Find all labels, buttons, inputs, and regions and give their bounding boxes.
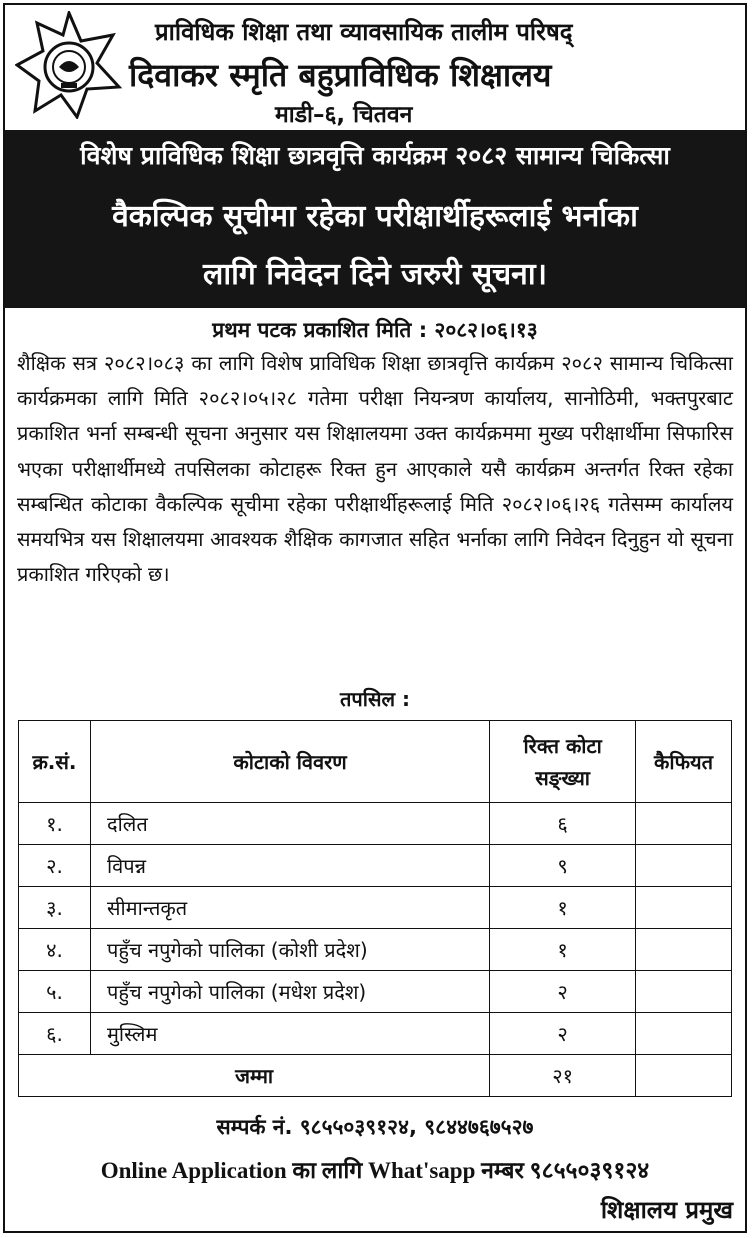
row-desc: पहुँच नपुगेको पालिका (मधेश प्रदेश) (90, 971, 489, 1013)
tapasil-heading: तपसिल : (340, 687, 410, 711)
header-sn: क्र.सं. (19, 721, 91, 803)
row-count: १ (490, 929, 636, 971)
total-label: जम्मा (19, 1055, 490, 1097)
quota-table (18, 720, 732, 1097)
table-total-row (19, 1055, 732, 1097)
council-name: प्राविधिक शिक्षा तथा व्यावसायिक तालीम परिषद् (155, 18, 573, 46)
table-row (19, 887, 732, 929)
row-count: २ (490, 971, 636, 1013)
table-row (19, 971, 732, 1013)
header-desc: कोटाको विवरण (90, 721, 489, 803)
online-application-note: Online Application का लागि What'sapp नम्बर ९८५५०३९१२४ (100, 1158, 650, 1183)
row-desc: विपन्न (90, 845, 489, 887)
banner-line-2: वैकल्पिक सूचीमा रहेका परीक्षार्थीहरूलाई भर्नाका (112, 199, 638, 234)
row-sn: ५. (19, 971, 91, 1013)
row-sn: ६. (19, 1013, 91, 1055)
notice-header (5, 5, 749, 130)
row-remarks (636, 887, 732, 929)
notice-body: शैक्षिक सत्र २०८२।०८३ का लागि विशेष प्राविधिक शिक्षा छात्रवृत्ति कार्यक्रम २०८२ सामान्य चिकित्सा कार्यक्रमका लागि मिति २०८२।०५।२८ गतेमा परीक्षा नियन्त्रण कार्यालय, सानोठिमी, भक्तपुरबाट प्रकाशित भर्ना सम्बन्धी सूचना अनुसार यस शिक्षालयमा उक्त कार्यक्रममा मुख्य परीक्षार्थीमा सिफारिस भएका परीक्षार्थीमध्ये तपसिलका कोटाहरू रिक्त हुन आएकाले यसै कार्यक्रम अन्तर्गत रिक्त रहेका सम्बन्धित कोटाका वैकल्पिक सूचीमा रहेका परीक्षार्थीहरूलाई मिति २०८२।०६।२६ गतेसम्म कार्यालय समयभित्र यस शिक्षालयमा आवश्यक शैक्षिक कागजात सहित भर्नाका लागि निवेदन दिनुहुन यो सूचना प्रकाशित गरिएको छ। (17, 351, 733, 587)
row-remarks (636, 845, 732, 887)
header-count-line-1: रिक्त कोटा (523, 733, 602, 758)
college-name: दिवाकर स्मृति बहुप्राविधिक शिक्षालय (129, 56, 552, 94)
row-remarks (636, 971, 732, 1013)
row-count: २ (490, 1013, 636, 1055)
row-sn: ४. (19, 929, 91, 971)
table-row (19, 845, 732, 887)
nepal-emblem-icon (15, 11, 123, 119)
row-sn: १. (19, 803, 91, 845)
table-row (19, 1013, 732, 1055)
table-row (19, 929, 732, 971)
table-row (19, 803, 732, 845)
header-count-line-2: सङ्ख्या (535, 765, 590, 790)
row-count: ६ (490, 803, 636, 845)
row-desc: पहुँच नपुगेको पालिका (कोशी प्रदेश) (90, 929, 489, 971)
row-desc: दलित (90, 803, 489, 845)
total-value: २१ (490, 1055, 636, 1097)
total-remarks (636, 1055, 732, 1097)
row-sn: ३. (19, 887, 91, 929)
notice-title-banner (5, 130, 745, 308)
notice-frame (3, 3, 747, 1233)
college-address: माडी–६, चितवन (275, 102, 413, 128)
published-date: प्रथम पटक प्रकाशित मिति : २०८२।०६।१३ (212, 318, 538, 342)
contact-numbers: सम्पर्क नं. ९८५५०३९१२४, ९८४४७६७५२७ (216, 1115, 534, 1139)
banner-line-3: लागि निवेदन दिने जरुरी सूचना। (203, 257, 547, 292)
row-desc: मुस्लिम (90, 1013, 489, 1055)
row-remarks (636, 929, 732, 971)
table-header-row (19, 721, 732, 803)
header-remarks: कैफियत (636, 721, 732, 803)
banner-line-1: विशेष प्राविधिक शिक्षा छात्रवृत्ति कार्यक्रम २०८२ सामान्य चिकित्सा (80, 141, 670, 170)
row-remarks (636, 1013, 732, 1055)
row-remarks (636, 803, 732, 845)
row-sn: २. (19, 845, 91, 887)
signature-title: शिक्षालय प्रमुख (600, 1196, 733, 1224)
row-count: १ (490, 887, 636, 929)
row-desc: सीमान्तकृत (90, 887, 489, 929)
row-count: ९ (490, 845, 636, 887)
header-count (490, 721, 636, 803)
